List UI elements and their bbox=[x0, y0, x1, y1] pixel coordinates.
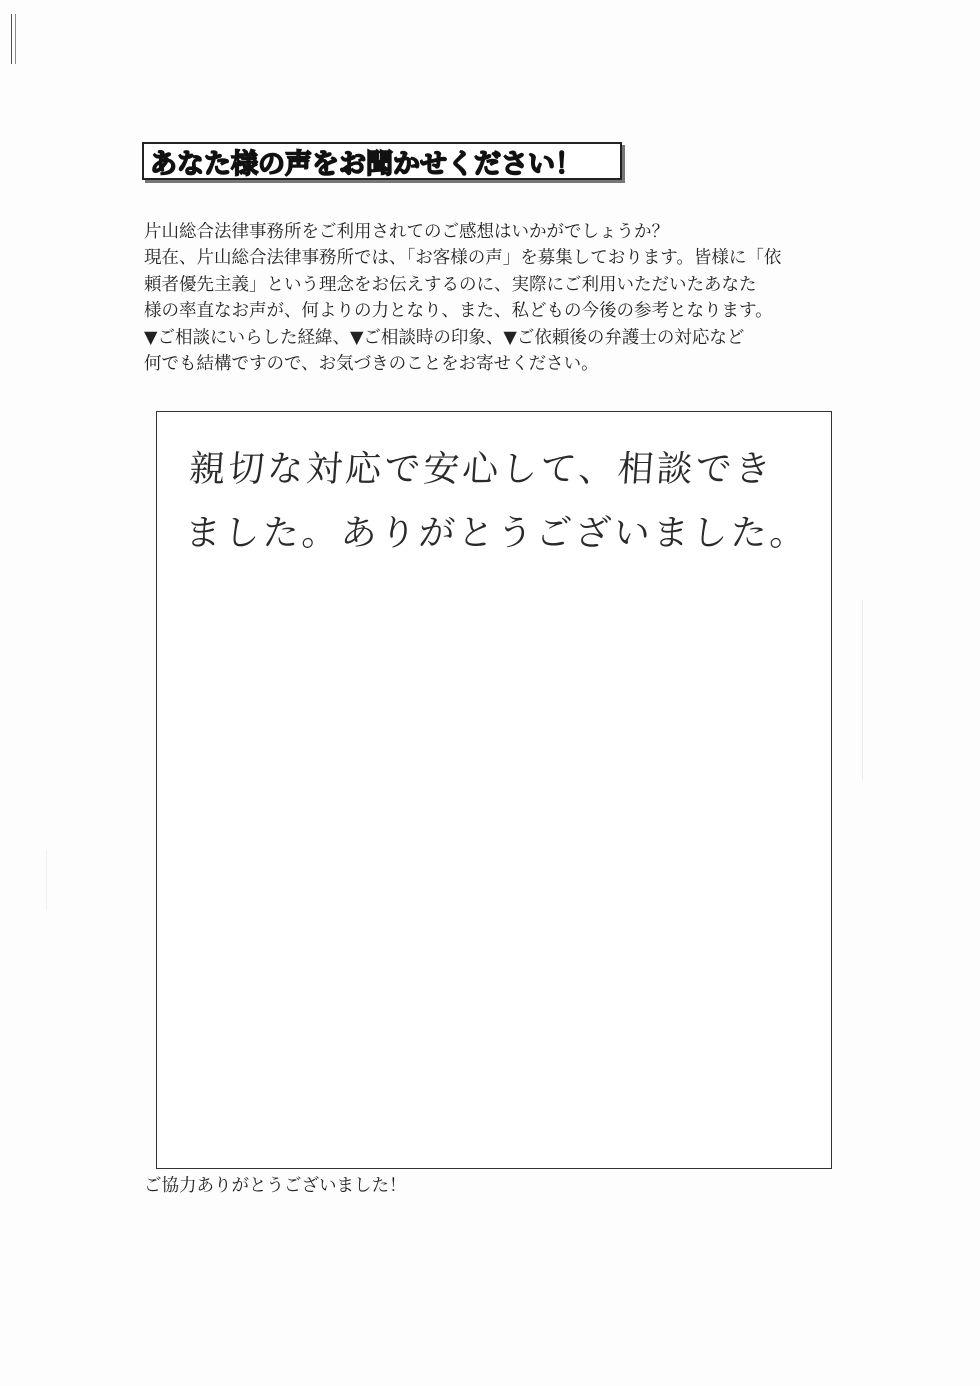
intro-line: 何でも結構ですので、お気づきのことをお寄せください。 bbox=[144, 353, 599, 374]
comment-box bbox=[156, 411, 832, 1169]
intro-paragraph bbox=[144, 219, 854, 377]
handwritten-line: 親切な対応で安心して、相談でき bbox=[187, 449, 775, 490]
handwritten-line: ました。ありがとうございました。 bbox=[183, 513, 811, 554]
intro-line: 頼者優先主義」という理念をお伝えするのに、実際にご利用いただいたあなた bbox=[144, 274, 757, 295]
intro-line: ▼ご相談にいらした経緯、▼ご相談時の印象、▼ご依頼後の弁護士の対応など bbox=[144, 327, 745, 348]
page-title: あなた様の声をお聞かせください！ bbox=[150, 148, 582, 180]
intro-line: 現在、片山総合法律事務所では、「お客様の声」を募集しております。皆様に「依 bbox=[144, 248, 782, 269]
scan-artifact-line bbox=[46, 850, 47, 910]
footer-thanks: ご協力ありがとうございました！ bbox=[144, 1176, 407, 1196]
handwritten-comment bbox=[183, 438, 832, 566]
intro-line: 様の率直なお声が、何よりの力となり、また、私どもの今後の参考となります。 bbox=[144, 301, 773, 322]
intro-line: 片山総合法律事務所をご利用されてのご感想はいかがでしょうか？ bbox=[144, 222, 669, 242]
title-banner bbox=[142, 142, 622, 180]
scan-margin-mark bbox=[11, 14, 16, 64]
scan-artifact-line bbox=[862, 600, 863, 780]
